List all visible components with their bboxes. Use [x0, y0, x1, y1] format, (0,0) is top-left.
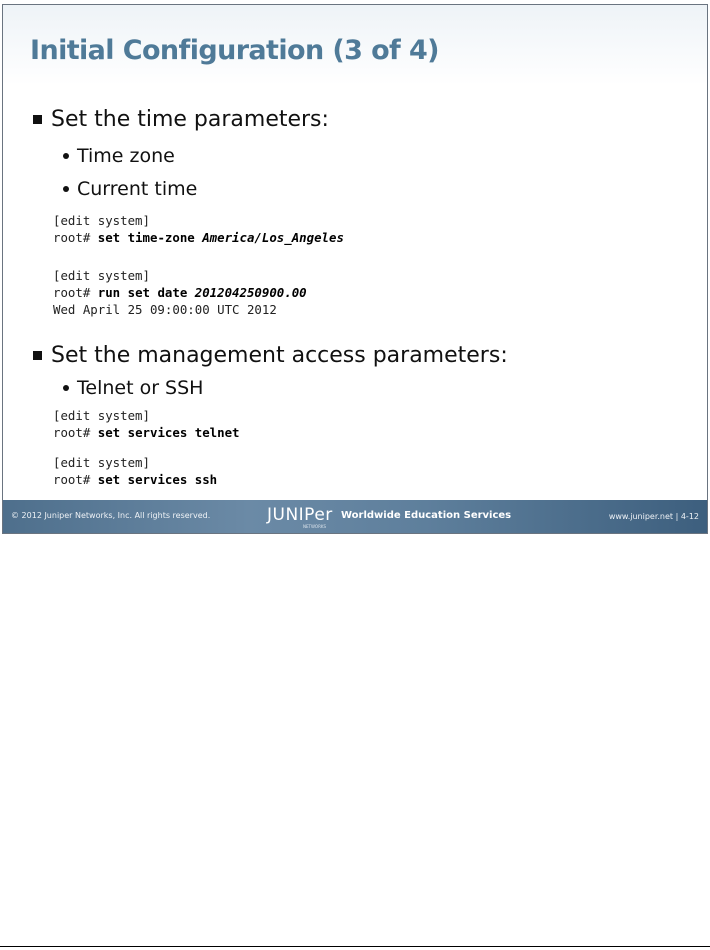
code-prompt: root# — [53, 472, 98, 487]
code-context: [edit system] — [53, 213, 150, 228]
bullet-text: Set the time parameters: — [51, 107, 329, 132]
juniper-logo-subtext: NETWORKS — [303, 524, 327, 529]
dot-bullet-icon — [63, 153, 69, 159]
code-context: [edit system] — [53, 268, 150, 283]
code-context: [edit system] — [53, 408, 150, 423]
code-prompt: root# — [53, 425, 98, 440]
code-prompt: root# — [53, 285, 98, 300]
code-command: run set date — [97, 285, 195, 300]
square-bullet-icon — [33, 115, 42, 124]
sub-bullet-text: Telnet or SSH — [77, 377, 204, 399]
sub-bullet-telnet-ssh — [63, 377, 203, 399]
bullet-text: Set the management access parameters: — [51, 343, 508, 368]
sub-bullet-time-zone — [63, 145, 175, 167]
slide-title: Initial Configuration (3 of 4) — [30, 35, 439, 66]
juniper-logo-text: JUNIPer — [267, 505, 333, 525]
sub-bullet-text: Time zone — [77, 145, 175, 167]
code-prompt: root# — [53, 230, 98, 245]
code-command: set services telnet — [97, 425, 240, 440]
education-services-text: Worldwide Education Services — [341, 510, 512, 521]
footer-url-page: www.juniper.net | 4-12 — [608, 512, 699, 521]
code-argument: 201204250900.00 — [194, 285, 307, 300]
dot-bullet-icon — [63, 385, 69, 391]
bullet-time-parameters — [33, 107, 329, 132]
code-command: set services ssh — [97, 472, 218, 487]
copyright-text: © 2012 Juniper Networks, Inc. All rights reserved. — [11, 511, 211, 520]
slide — [2, 4, 708, 534]
code-output: Wed April 25 09:00:00 UTC 2012 — [53, 302, 277, 317]
sub-bullet-current-time — [63, 178, 197, 200]
juniper-logo — [267, 503, 333, 530]
code-command: set time-zone — [97, 230, 203, 245]
code-block-ssh — [53, 454, 217, 488]
sub-bullet-text: Current time — [77, 178, 198, 200]
code-block-telnet — [53, 407, 240, 441]
bottom-rule — [0, 946, 710, 947]
square-bullet-icon — [33, 351, 42, 360]
slide-footer — [3, 500, 707, 533]
code-argument: America/Los_Angeles — [202, 230, 344, 245]
code-block-set-date — [53, 267, 307, 318]
code-block-time-zone — [53, 212, 344, 246]
dot-bullet-icon — [63, 186, 69, 192]
code-context: [edit system] — [53, 455, 150, 470]
bullet-management-access — [33, 343, 508, 368]
